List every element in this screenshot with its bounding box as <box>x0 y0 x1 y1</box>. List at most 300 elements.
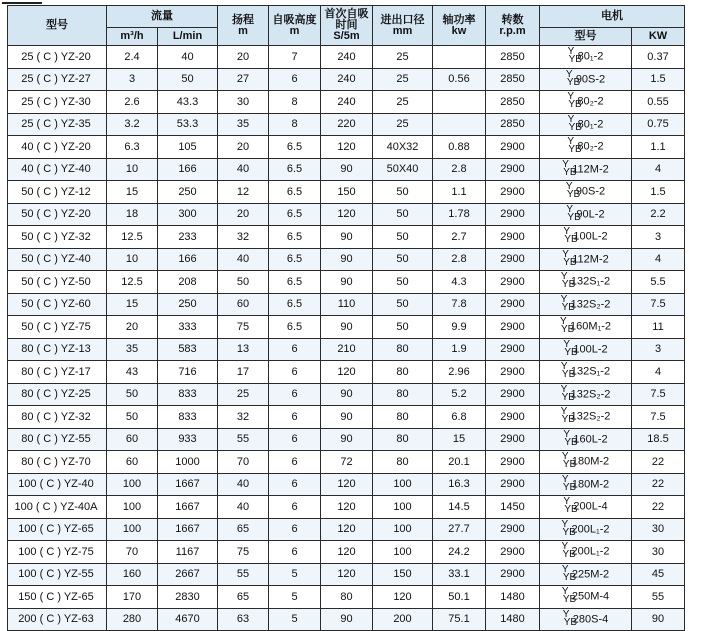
cell-flow-m3h: 50 <box>107 383 158 406</box>
cell-flow-m3h: 12.5 <box>107 271 158 294</box>
cell-self-priming-height: 5 <box>269 586 321 609</box>
cell-shaft-power: 33.1 <box>433 563 486 586</box>
cell-flow-lmin: 716 <box>158 361 218 384</box>
header-flow-m3h: m³/h <box>107 28 158 46</box>
motor-suffix: 112M-2 <box>572 253 609 266</box>
header-flow-lmin: L/min <box>158 28 218 46</box>
table-row <box>8 316 685 339</box>
cell-motor-kw: 22 <box>632 473 685 496</box>
cell-flow-lmin: 933 <box>158 428 218 451</box>
cell-model: 80 ( C ) YZ-25 <box>8 383 107 406</box>
cell-shaft-power <box>433 113 486 136</box>
cell-head: 20 <box>218 136 269 159</box>
cell-motor-model <box>540 91 632 114</box>
cell-flow-m3h: 35 <box>107 338 158 361</box>
cell-motor-kw: 18.5 <box>632 428 685 451</box>
cell-model: 150 ( C ) YZ-65 <box>8 586 107 609</box>
motor-prefix-yb: Y YB <box>561 586 577 606</box>
cell-motor-kw: 4 <box>632 361 685 384</box>
cell-self-priming-height: 6 <box>269 451 321 474</box>
cell-shaft-power: 0.88 <box>433 136 486 159</box>
cell-shaft-power: 2.8 <box>433 158 486 181</box>
cell-inlet-outlet-dia: 150 <box>373 563 433 586</box>
cell-motor-model <box>540 428 632 451</box>
cell-shaft-power: 27.7 <box>433 518 486 541</box>
cell-head: 17 <box>218 361 269 384</box>
cell-first-self-priming-time: 240 <box>321 46 373 69</box>
cell-inlet-outlet-dia: 25 <box>373 91 433 114</box>
cell-inlet-outlet-dia: 50 <box>373 293 433 316</box>
cell-inlet-outlet-dia: 25 <box>373 68 433 91</box>
table-row <box>8 496 685 519</box>
cell-self-priming-height: 6.5 <box>269 293 321 316</box>
cell-head: 40 <box>218 248 269 271</box>
cell-speed: 2900 <box>486 181 540 204</box>
cell-head: 32 <box>218 226 269 249</box>
cell-model: 100 ( C ) YZ-55 <box>8 563 107 586</box>
cell-shaft-power: 2.7 <box>433 226 486 249</box>
motor-prefix-yb: Y YB <box>561 541 576 561</box>
cell-shaft-power: 16.3 <box>433 473 486 496</box>
motor-prefix-yb: Y YB <box>565 181 581 201</box>
cell-motor-model <box>540 271 632 294</box>
cell-shaft-power <box>433 46 486 69</box>
table-row <box>8 46 685 69</box>
table-row <box>8 473 685 496</box>
cell-motor-model <box>540 361 632 384</box>
header-self-priming-height: 自吸高度 m <box>269 6 321 46</box>
cell-motor-kw: 2.2 <box>632 203 685 226</box>
cell-first-self-priming-time: 90 <box>321 316 373 339</box>
cell-motor-kw: 7.5 <box>632 293 685 316</box>
motor-suffix: 132S₁-2 <box>570 365 611 378</box>
motor-prefix-yb: Y YB <box>563 226 578 246</box>
header-speed: 转数 r.p.m <box>486 6 540 46</box>
cell-speed: 2900 <box>486 271 540 294</box>
cell-model: 80 ( C ) YZ-32 <box>8 406 107 429</box>
cell-flow-lmin: 2667 <box>158 563 218 586</box>
cell-flow-m3h: 3 <box>107 68 158 91</box>
cell-motor-kw: 1.5 <box>632 181 685 204</box>
cell-flow-m3h: 160 <box>107 563 158 586</box>
cell-model: 50 ( C ) YZ-50 <box>8 271 107 294</box>
motor-prefix-yb: Y YB <box>567 46 582 66</box>
cell-first-self-priming-time: 120 <box>321 541 373 564</box>
cell-motor-kw: 7.5 <box>632 383 685 406</box>
cell-speed: 1480 <box>486 586 540 609</box>
cell-inlet-outlet-dia: 80 <box>373 451 433 474</box>
cell-head: 65 <box>218 518 269 541</box>
cell-self-priming-height: 6 <box>269 338 321 361</box>
cell-self-priming-height: 6 <box>269 541 321 564</box>
cell-self-priming-height: 7 <box>269 46 321 69</box>
cell-shaft-power: 2.96 <box>433 361 486 384</box>
cell-flow-lmin: 833 <box>158 383 218 406</box>
cell-model: 25 ( C ) YZ-35 <box>8 113 107 136</box>
cell-first-self-priming-time: 120 <box>321 203 373 226</box>
cell-speed: 2900 <box>486 226 540 249</box>
cell-flow-m3h: 10 <box>107 248 158 271</box>
motor-prefix-yb: Y YB <box>561 563 577 583</box>
motor-suffix: 90S-2 <box>575 73 606 86</box>
cell-self-priming-height: 5 <box>269 563 321 586</box>
table-row <box>8 203 685 226</box>
motor-prefix-yb: Y YB <box>561 451 577 471</box>
cell-flow-lmin: 333 <box>158 316 218 339</box>
cell-self-priming-height: 6.5 <box>269 136 321 159</box>
motor-prefix-yb: Y YB <box>559 316 575 336</box>
cell-motor-model <box>540 473 632 496</box>
cell-flow-m3h: 3.2 <box>107 113 158 136</box>
cell-speed: 2900 <box>486 338 540 361</box>
motor-suffix: 225M-2 <box>571 568 610 581</box>
cell-flow-lmin: 233 <box>158 226 218 249</box>
motor-suffix: 90S-2 <box>575 185 606 198</box>
cell-flow-m3h: 15 <box>107 181 158 204</box>
cell-model: 100 ( C ) YZ-40A <box>8 496 107 519</box>
motor-prefix-yb: Y YB <box>567 136 582 156</box>
cell-flow-m3h: 60 <box>107 451 158 474</box>
cell-flow-lmin: 1667 <box>158 496 218 519</box>
motor-prefix-yb: Y YB <box>560 383 575 403</box>
cell-model: 50 ( C ) YZ-60 <box>8 293 107 316</box>
cell-first-self-priming-time: 80 <box>321 586 373 609</box>
cell-head: 40 <box>218 473 269 496</box>
cell-flow-lmin: 166 <box>158 158 218 181</box>
cell-motor-model <box>540 518 632 541</box>
cell-flow-m3h: 20 <box>107 316 158 339</box>
cell-self-priming-height: 5 <box>269 608 321 631</box>
cell-flow-m3h: 100 <box>107 496 158 519</box>
cell-head: 60 <box>218 293 269 316</box>
cell-motor-kw: 11 <box>632 316 685 339</box>
cell-speed: 2900 <box>486 451 540 474</box>
cell-motor-kw: 4 <box>632 158 685 181</box>
cell-shaft-power: 14.5 <box>433 496 486 519</box>
motor-suffix: 100L-2 <box>573 230 608 243</box>
table-row <box>8 158 685 181</box>
cell-flow-m3h: 280 <box>107 608 158 631</box>
cell-flow-lmin: 53.3 <box>158 113 218 136</box>
cell-first-self-priming-time: 90 <box>321 158 373 181</box>
motor-suffix: 132S₂-2 <box>570 410 611 423</box>
cell-self-priming-height: 6 <box>269 383 321 406</box>
cell-head: 55 <box>218 563 269 586</box>
cell-motor-kw: 90 <box>632 608 685 631</box>
cell-motor-kw: 1.1 <box>632 136 685 159</box>
cell-first-self-priming-time: 90 <box>321 248 373 271</box>
table-row <box>8 91 685 114</box>
cell-self-priming-height: 6 <box>269 406 321 429</box>
cell-inlet-outlet-dia: 80 <box>373 338 433 361</box>
cell-motor-kw: 0.55 <box>632 91 685 114</box>
motor-suffix: 80₁-2 <box>577 118 604 131</box>
cell-flow-m3h: 12.5 <box>107 226 158 249</box>
motor-suffix: 180M-2 <box>571 455 610 468</box>
cell-self-priming-height: 6 <box>269 68 321 91</box>
motor-suffix: 160M₁-2 <box>569 320 611 333</box>
motor-suffix: 200L₁-2 <box>571 545 610 558</box>
cell-self-priming-height: 6.5 <box>269 316 321 339</box>
table-row <box>8 293 685 316</box>
cell-inlet-outlet-dia: 40X32 <box>373 136 433 159</box>
cell-flow-m3h: 18 <box>107 203 158 226</box>
table-row <box>8 428 685 451</box>
cell-speed: 2900 <box>486 361 540 384</box>
cell-shaft-power: 20.1 <box>433 451 486 474</box>
cell-motor-model <box>540 338 632 361</box>
motor-prefix-yb: Y YB <box>560 271 576 291</box>
cell-motor-model <box>540 181 632 204</box>
cell-motor-model <box>540 383 632 406</box>
table-row <box>8 181 685 204</box>
cell-speed: 2900 <box>486 518 540 541</box>
motor-prefix-yb: Y YB <box>562 248 577 268</box>
cell-shaft-power: 1.9 <box>433 338 486 361</box>
cell-inlet-outlet-dia: 100 <box>373 518 433 541</box>
header-head: 扬程 m <box>218 6 269 46</box>
cell-model: 80 ( C ) YZ-55 <box>8 428 107 451</box>
cell-flow-lmin: 250 <box>158 293 218 316</box>
cell-flow-lmin: 250 <box>158 181 218 204</box>
cell-inlet-outlet-dia: 50 <box>373 181 433 204</box>
cell-head: 13 <box>218 338 269 361</box>
cell-model: 50 ( C ) YZ-75 <box>8 316 107 339</box>
motor-suffix: 90L-2 <box>576 208 605 221</box>
cell-flow-lmin: 1667 <box>158 473 218 496</box>
cell-head: 75 <box>218 541 269 564</box>
cell-motor-model <box>540 46 632 69</box>
motor-prefix-yb: Y YB <box>563 428 578 448</box>
motor-suffix: 200L-4 <box>573 500 608 513</box>
cell-shaft-power: 0.56 <box>433 68 486 91</box>
cell-model: 25 ( C ) YZ-20 <box>8 46 107 69</box>
cell-inlet-outlet-dia: 100 <box>373 496 433 519</box>
cell-first-self-priming-time: 210 <box>321 338 373 361</box>
cell-speed: 1480 <box>486 608 540 631</box>
cell-flow-m3h: 2.6 <box>107 91 158 114</box>
header-first-self-priming-time: 首次自吸时间 S/5m <box>321 6 373 46</box>
motor-prefix-yb: Y YB <box>567 91 582 111</box>
cell-inlet-outlet-dia: 120 <box>373 586 433 609</box>
cell-flow-m3h: 170 <box>107 586 158 609</box>
cell-flow-lmin: 208 <box>158 271 218 294</box>
cell-speed: 2900 <box>486 293 540 316</box>
cell-self-priming-height: 6 <box>269 361 321 384</box>
cell-motor-model <box>540 586 632 609</box>
cell-flow-m3h: 70 <box>107 541 158 564</box>
cell-shaft-power: 15 <box>433 428 486 451</box>
cell-speed: 2850 <box>486 91 540 114</box>
table-row <box>8 586 685 609</box>
cell-model: 100 ( C ) YZ-75 <box>8 541 107 564</box>
cell-flow-m3h: 100 <box>107 473 158 496</box>
cell-motor-model <box>540 68 632 91</box>
cell-first-self-priming-time: 90 <box>321 226 373 249</box>
cell-inlet-outlet-dia: 100 <box>373 541 433 564</box>
cell-self-priming-height: 6.5 <box>269 271 321 294</box>
cell-flow-lmin: 40 <box>158 46 218 69</box>
cell-speed: 2850 <box>486 46 540 69</box>
cell-first-self-priming-time: 110 <box>321 293 373 316</box>
cell-shaft-power: 24.2 <box>433 541 486 564</box>
table-body <box>8 46 685 631</box>
cell-head: 65 <box>218 586 269 609</box>
cell-head: 27 <box>218 68 269 91</box>
cell-self-priming-height: 6.5 <box>269 203 321 226</box>
cell-head: 20 <box>218 46 269 69</box>
cell-model: 40 ( C ) YZ-40 <box>8 158 107 181</box>
table-row <box>8 68 685 91</box>
cell-head: 20 <box>218 203 269 226</box>
motor-prefix-yb: Y YB <box>563 338 578 358</box>
motor-prefix-yb: Y YB <box>562 608 578 628</box>
table-header <box>8 6 685 46</box>
cell-self-priming-height: 6.5 <box>269 158 321 181</box>
cell-speed: 2900 <box>486 541 540 564</box>
cell-speed: 2900 <box>486 428 540 451</box>
cell-flow-lmin: 1000 <box>158 451 218 474</box>
cell-self-priming-height: 6 <box>269 496 321 519</box>
cell-self-priming-height: 6 <box>269 473 321 496</box>
cell-head: 55 <box>218 428 269 451</box>
cell-flow-m3h: 50 <box>107 406 158 429</box>
cell-shaft-power: 1.78 <box>433 203 486 226</box>
motor-suffix: 80₂-2 <box>577 95 604 108</box>
cell-speed: 1450 <box>486 496 540 519</box>
cell-motor-model <box>540 541 632 564</box>
motor-prefix-yb: Y YB <box>560 406 575 426</box>
cell-speed: 2900 <box>486 473 540 496</box>
cell-head: 30 <box>218 91 269 114</box>
motor-suffix: 160L-2 <box>573 433 608 446</box>
cell-inlet-outlet-dia: 50 <box>373 226 433 249</box>
cell-shaft-power: 9.9 <box>433 316 486 339</box>
header-motor: 电机 <box>540 6 685 28</box>
cell-model: 25 ( C ) YZ-27 <box>8 68 107 91</box>
cell-shaft-power: 50.1 <box>433 586 486 609</box>
cell-model: 80 ( C ) YZ-13 <box>8 338 107 361</box>
cell-first-self-priming-time: 120 <box>321 518 373 541</box>
cell-first-self-priming-time: 90 <box>321 608 373 631</box>
cell-flow-lmin: 1167 <box>158 541 218 564</box>
cell-speed: 2900 <box>486 383 540 406</box>
cell-speed: 2900 <box>486 406 540 429</box>
cell-first-self-priming-time: 90 <box>321 383 373 406</box>
cell-shaft-power <box>433 91 486 114</box>
cell-model: 50 ( C ) YZ-40 <box>8 248 107 271</box>
cell-model: 200 ( C ) YZ-63 <box>8 608 107 631</box>
motor-prefix-yb: Y YB <box>561 518 576 538</box>
motor-prefix-yb: Y YB <box>561 473 577 493</box>
cell-flow-m3h: 10 <box>107 158 158 181</box>
motor-suffix: 112M-2 <box>572 163 609 176</box>
motor-prefix-yb: Y YB <box>565 68 581 88</box>
cell-inlet-outlet-dia: 50 <box>373 248 433 271</box>
cell-shaft-power: 1.1 <box>433 181 486 204</box>
motor-prefix-yb: Y YB <box>560 361 576 381</box>
cell-motor-model <box>540 203 632 226</box>
cell-motor-kw: 55 <box>632 586 685 609</box>
cell-inlet-outlet-dia: 50 <box>373 271 433 294</box>
cell-motor-kw: 22 <box>632 496 685 519</box>
cell-self-priming-height: 6.5 <box>269 181 321 204</box>
cell-self-priming-height: 6 <box>269 518 321 541</box>
cell-inlet-outlet-dia: 25 <box>373 113 433 136</box>
motor-suffix: 200L₁-2 <box>571 523 610 536</box>
cell-self-priming-height: 8 <box>269 113 321 136</box>
cell-motor-kw: 0.75 <box>632 113 685 136</box>
cell-flow-lmin: 166 <box>158 248 218 271</box>
cell-motor-model <box>540 496 632 519</box>
cell-speed: 2900 <box>486 248 540 271</box>
cell-shaft-power: 75.1 <box>433 608 486 631</box>
cell-model: 50 ( C ) YZ-12 <box>8 181 107 204</box>
cell-motor-kw: 45 <box>632 563 685 586</box>
table-row <box>8 136 685 159</box>
cell-inlet-outlet-dia: 200 <box>373 608 433 631</box>
cell-motor-kw: 1.5 <box>632 68 685 91</box>
cell-flow-lmin: 4670 <box>158 608 218 631</box>
motor-suffix: 80₂-2 <box>577 140 604 153</box>
cell-flow-m3h: 43 <box>107 361 158 384</box>
cell-first-self-priming-time: 72 <box>321 451 373 474</box>
cell-model: 25 ( C ) YZ-30 <box>8 91 107 114</box>
motor-suffix: 100L-2 <box>573 343 608 356</box>
header-model: 型号 <box>8 6 107 46</box>
cell-motor-kw: 0.37 <box>632 46 685 69</box>
cell-motor-kw: 3 <box>632 226 685 249</box>
motor-prefix-yb: Y YB <box>567 113 582 133</box>
cell-first-self-priming-time: 120 <box>321 361 373 384</box>
cell-head: 25 <box>218 383 269 406</box>
motor-suffix: 132S₂-2 <box>570 298 611 311</box>
cell-head: 75 <box>218 316 269 339</box>
cell-motor-model <box>540 563 632 586</box>
cell-first-self-priming-time: 120 <box>321 563 373 586</box>
cell-motor-kw: 5.5 <box>632 271 685 294</box>
cell-motor-model <box>540 608 632 631</box>
motor-prefix-yb: Y YB <box>560 293 575 313</box>
header-flow: 流量 <box>107 6 218 28</box>
table-row <box>8 608 685 631</box>
cell-motor-model <box>540 113 632 136</box>
table-row <box>8 226 685 249</box>
cell-flow-m3h: 60 <box>107 428 158 451</box>
header-inlet-outlet-dia: 进出口径 mm <box>373 6 433 46</box>
cell-motor-model <box>540 316 632 339</box>
cell-first-self-priming-time: 240 <box>321 68 373 91</box>
cell-shaft-power: 7.8 <box>433 293 486 316</box>
cell-first-self-priming-time: 220 <box>321 113 373 136</box>
cell-first-self-priming-time: 120 <box>321 496 373 519</box>
header-motor-kw: KW <box>632 28 685 46</box>
cell-inlet-outlet-dia: 80 <box>373 406 433 429</box>
cell-model: 40 ( C ) YZ-20 <box>8 136 107 159</box>
table-row <box>8 361 685 384</box>
cell-shaft-power: 4.3 <box>433 271 486 294</box>
cell-inlet-outlet-dia: 80 <box>373 428 433 451</box>
cell-model: 80 ( C ) YZ-70 <box>8 451 107 474</box>
cell-flow-m3h: 15 <box>107 293 158 316</box>
cell-inlet-outlet-dia: 80 <box>373 361 433 384</box>
cell-flow-lmin: 583 <box>158 338 218 361</box>
cell-motor-kw: 4 <box>632 248 685 271</box>
cell-motor-model <box>540 248 632 271</box>
cell-inlet-outlet-dia: 80 <box>373 383 433 406</box>
cell-head: 50 <box>218 271 269 294</box>
cell-first-self-priming-time: 120 <box>321 473 373 496</box>
